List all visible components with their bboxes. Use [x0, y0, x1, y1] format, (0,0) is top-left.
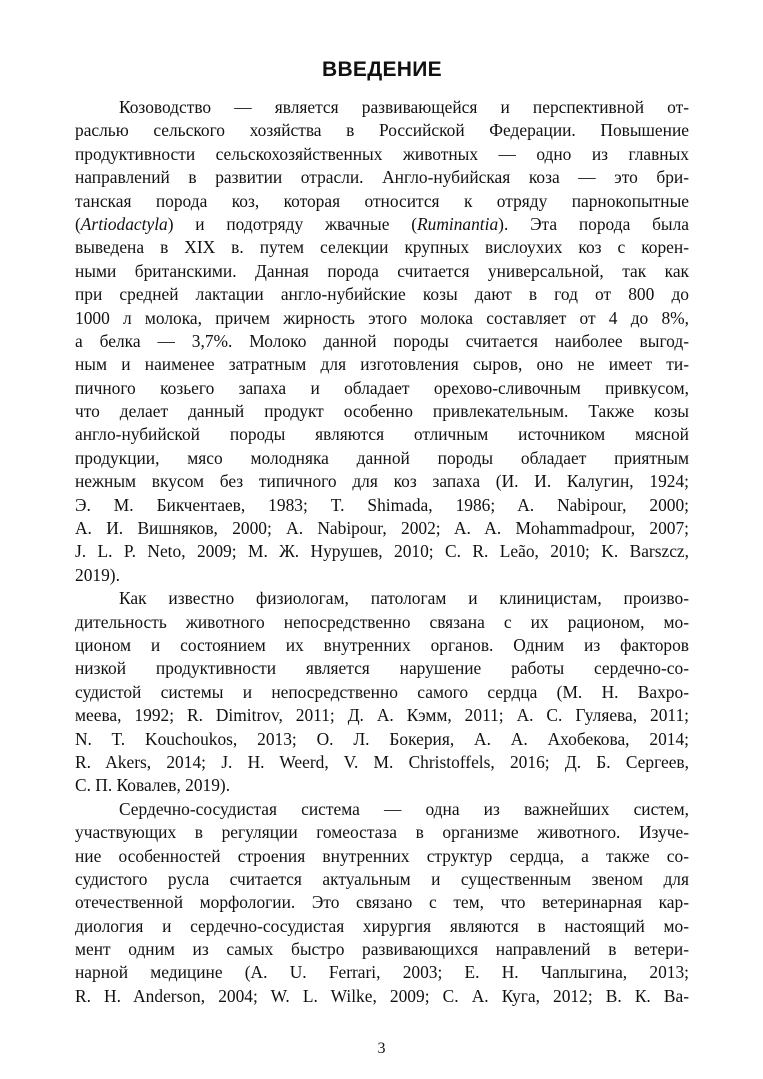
text-line: танская порода коз, которая относится к отряду парнокопытные — [75, 190, 689, 211]
paragraph-1 — [75, 96, 689, 587]
text-line: меева, 1992; R. Dimitrov, 2011; Д. А. Кэмм, 2011; А. С. Гуляева, 2011; — [75, 705, 689, 726]
text-line: раслью сельского хозяйства в Российской Федерации. Повышение — [75, 120, 689, 141]
text-line: судистой системы и непосредственно самого сердца (М. Н. Вахро- — [75, 681, 689, 702]
text-line: низкой продуктивности является нарушение работы сердечно-со- — [75, 658, 689, 679]
text-line: ционом и состоянием их внутренних органов. Одним из факторов — [75, 634, 689, 655]
text-line: нарной медицине (A. U. Ferrari, 2003; Е. Н. Чаплыгина, 2013; — [75, 962, 689, 983]
text-line: Козоводство — является развивающейся и перспективной от- — [119, 97, 689, 117]
text-line: пичного козьего запаха и обладает орехово-сливочным привкусом, — [75, 377, 689, 398]
text-line: нежным вкусом без типичного для коз запаха (И. И. Калугин, 1924; — [75, 471, 689, 492]
text-line: N. T. Kouchoukos, 2013; О. Л. Бокерия, А. А. Ахобекова, 2014; — [75, 728, 689, 749]
text-line: направлений в развитии отрасли. Англо-нубийская коза — это бри- — [75, 167, 689, 188]
body-text — [75, 96, 689, 1008]
text-line: 2019). — [75, 564, 120, 585]
paragraph-2 — [75, 587, 689, 798]
latin-term: Ruminantia — [417, 213, 499, 234]
chapter-title: ВВЕДЕНИЕ — [322, 58, 442, 81]
text-line: 1000 л молока, причем жирность этого молока составляет от 4 до 8%, — [75, 307, 689, 328]
text-line: С. П. Ковалев, 2019). — [75, 775, 231, 796]
paragraph-3 — [75, 798, 689, 1009]
text-line: англо-нубийской породы являются отличным источником мясной — [75, 424, 689, 445]
text-line-italic-terms: (Artiodactyla) и подотряду жвачные (Ruminantia). Эта порода была — [75, 213, 689, 234]
text-line: мент одним из самых быстро развивающихся направлений в ветери- — [75, 939, 689, 960]
latin-term: Artiodactyla — [80, 213, 168, 234]
text-line: судистого русла считается актуальным и существенным звеном для — [75, 868, 689, 889]
document-page — [75, 0, 689, 1008]
page-number: 3 — [377, 1040, 386, 1057]
text-line: R. H. Anderson, 2004; W. L. Wilke, 2009; С. А. Куга, 2012; В. К. Ва- — [75, 985, 689, 1006]
text-line: отечественной морфологии. Это связано с тем, что ветеринарная кар- — [75, 892, 689, 913]
text-line: Э. М. Бикчентаев, 1983; T. Shimada, 1986; A. Nabipour, 2000; — [75, 494, 689, 515]
text-line: что делает данный продукт особенно привлекательным. Также козы — [75, 401, 689, 422]
text-line: А. И. Вишняков, 2000; A. Nabipour, 2002; A. A. Mohammadpour, 2007; — [75, 518, 689, 539]
text-line: дительность животного непосредственно связана с их рационом, мо- — [75, 611, 689, 632]
text-line: выведена в XIX в. путем селекции крупных вислоухих коз с корен- — [75, 237, 689, 258]
text-line: ным и наименее затратным для изготовления сыров, оно не имеет ти- — [75, 354, 689, 375]
text-line: J. L. P. Neto, 2009; М. Ж. Нурушев, 2010; C. R. Leão, 2010; K. Barszcz, — [75, 541, 689, 562]
text-line: Как известно физиологам, патологам и клиницистам, произво- — [119, 588, 689, 609]
text-line: R. Akers, 2014; J. H. Weerd, V. M. Christoffels, 2016; Д. Б. Сергеев, — [75, 751, 689, 772]
text-line: участвующих в регуляции гомеостаза в организме животного. Изуче- — [75, 822, 689, 843]
text-line: Сердечно-сосудистая система — одна из важнейших систем, — [119, 798, 689, 819]
text-line: а белка — 3,7%. Молоко данной породы считается наиболее выгод- — [75, 330, 689, 351]
text-line: продуктивности сельскохозяйственных животных — одно из главных — [75, 143, 689, 164]
text-line: диология и сердечно-сосудистая хирургия являются в настоящий мо- — [75, 915, 689, 936]
text-line: ние особенностей строения внутренних структур сердца, а также со- — [75, 845, 689, 866]
text-line: при средней лактации англо-нубийские козы дают в год от 800 до — [75, 284, 689, 305]
text-line: продукции, мясо молодняка данной породы обладает приятным — [75, 447, 689, 468]
text-line: ными британскими. Данная порода считается универсальной, так как — [75, 260, 689, 281]
